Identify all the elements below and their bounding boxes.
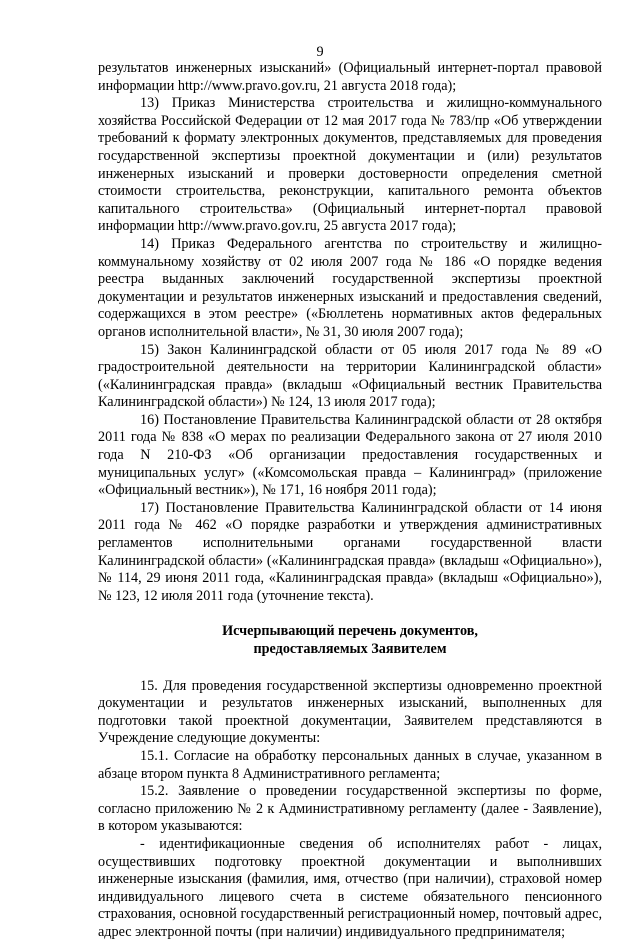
paragraph-item-15: 15) Закон Калининградской области от 05 июля 2017 года № 89 «О градостроительной деятельности на территории Калининградской области» («Калининградская правда» (вкладыш «Официальный вестник Правительства Калининградской области») № 124, 13 июля 2017 года); xyxy=(98,341,602,411)
paragraph-15-1: 15.1. Согласие на обработку персональных данных в случае, указанном в абзаце втором пункта 8 Административного регламента; xyxy=(98,747,602,782)
paragraphs-bottom xyxy=(98,678,602,942)
document-body xyxy=(98,60,602,942)
paragraph-15: 15. Для проведения государственной экспертизы одновременно проектной документации и результатов инженерных изысканий, выполненных для подготовки такой проектной документации, Заявителем представляются в Учреждение следующие документы: xyxy=(98,677,602,747)
paragraph-item-14: 14) Приказ Федерального агентства по строительству и жилищно-коммунальному хозяйству от 02 июля 2007 года № 186 «О порядке ведения реестра выданных заключений государственной экспертизы проектной документации и результатов инженерных изысканий и предоставления сведений, содержащихся в этом реестре» («Бюллетень нормативных актов федеральных органов исполнительной власти», № 31, 30 июля 2007 года); xyxy=(98,235,602,340)
paragraphs-top xyxy=(98,60,602,605)
section-heading xyxy=(98,623,602,658)
section-heading-line-1: Исчерпывающий перечень документов, xyxy=(222,623,478,640)
section-heading-line-2: предоставляемых Заявителем xyxy=(253,641,447,657)
page-number: 9 xyxy=(316,44,324,60)
paragraph-item-16: 16) Постановление Правительства Калининградской области от 28 октября 2011 года № 838 «О мерах по реализации Федерального закона от 27 июля 2010 года N 210-ФЗ «Об организации предоставления государственных и муниципальных услуг» («Комсомольская правда – Калининград» (приложение «Официальный вестник»), № 171, 16 ноября 2011 года); xyxy=(98,411,602,499)
paragraph-15-2: 15.2. Заявление о проведении государственной экспертизы по форме, согласно приложению № 2 к Административному регламенту (далее - Заявление), в котором указываются: xyxy=(98,783,602,835)
paragraph-item-17: 17) Постановление Правительства Калининградской области от 14 июня 2011 года № 462 «О порядке разработки и утверждения административных регламентов исполнительными органами государственной власти Калининградской области» («Калининградская правда» (вкладыш «Официально»), № 114, 29 июня 2011 года, «Калининградская правда» (вкладыш «Официально»), № 123, 12 июля 2011 года (уточнение текста). xyxy=(98,499,602,604)
paragraph-continuation: результатов инженерных изысканий» (Официальный интернет-портал правовой информации http://www.pravo.gov.ru, 21 августа 2018 года); xyxy=(98,60,602,94)
paragraph-list-item: - идентификационные сведения об исполнителях работ - лицах, осуществивших подготовку проектной документации и выполнивших инженерные изыскания (фамилия, имя, отчество (при наличии), страховой номер индивидуального лицевого счета в системе обязательного пенсионного страхования, основной государственный регистрационный номер, почтовый адрес, адрес электронной почты (при наличии) индивидуального предпринимателя; xyxy=(98,835,602,940)
paragraph-item-13: 13) Приказ Министерства строительства и жилищно-коммунального хозяйства Российской Федерации от 12 мая 2017 года № 783/пр «Об утверждении требований к формату электронных документов, представляемых для проведения государственной экспертизы проектной документации и (или) результатов инженерных изысканий и проверки достоверности определения сметной стоимости строительства, реконструкции, капитального ремонта объектов капитального строительства» (Официальный интернет-портал правовой информации http://www.pravo.gov.ru, 25 августа 2017 года); xyxy=(98,95,602,235)
